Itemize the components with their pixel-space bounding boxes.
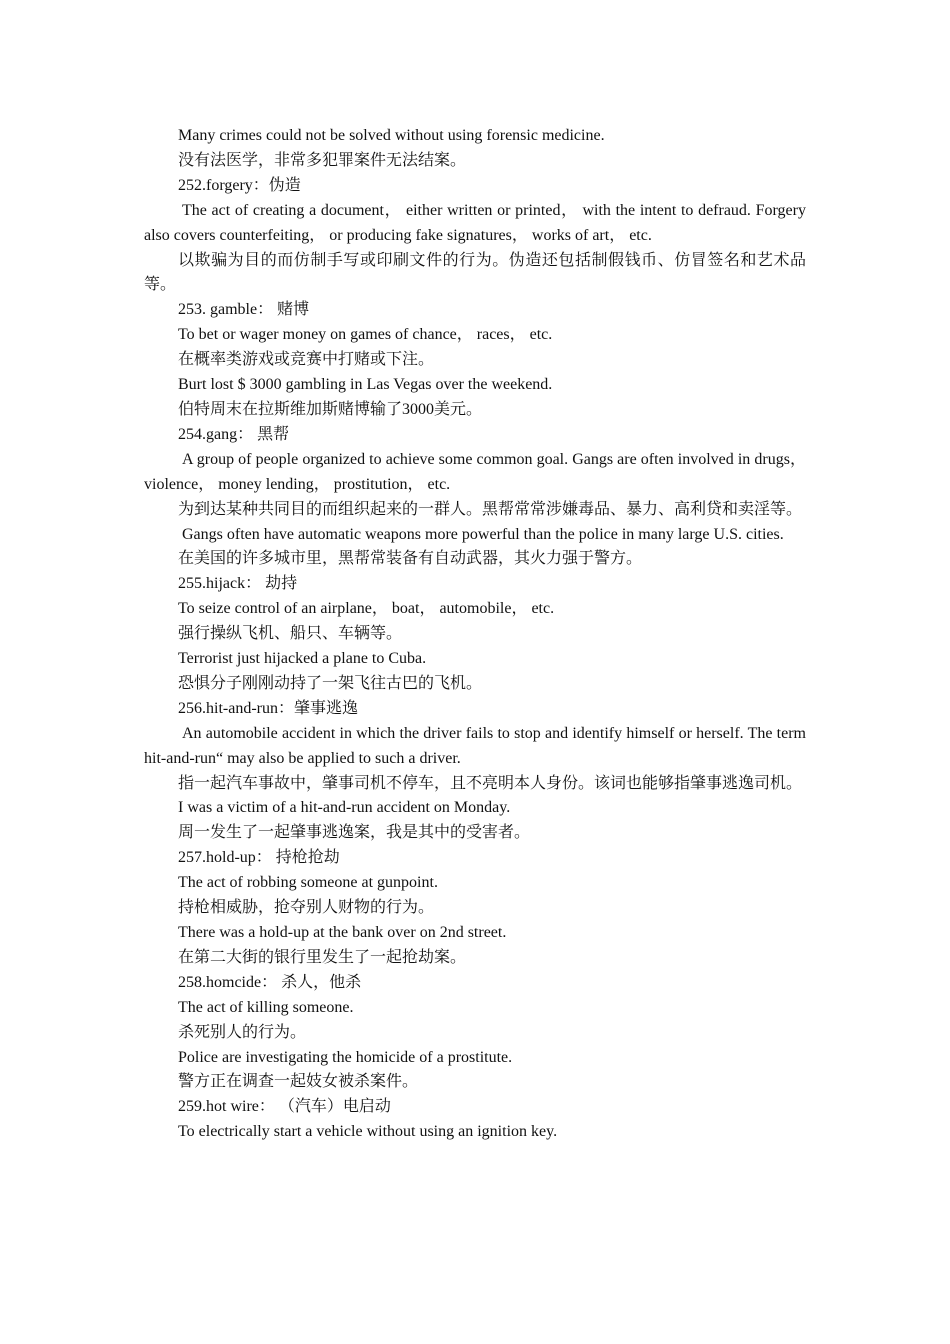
definition-text: The act of robbing someone at gunpoint. <box>178 874 438 892</box>
entry-heading-hot-wire: 259.hot wire： （汽车）电启动 <box>178 1098 391 1116</box>
definition-text: The act of killing someone. <box>178 998 354 1016</box>
entry-heading-hold-up: 257.hold-up： 持枪抢劫 <box>178 849 340 867</box>
example-sentence: Police are investigating the homicide of a prostitute. <box>178 1048 513 1066</box>
definition-text: To electrically start a vehicle without using an ignition key. <box>178 1123 558 1141</box>
entry-heading-forgery: 252.forgery：伪造 <box>178 176 301 194</box>
example-sentence: Gangs often have automatic weapons more powerful than the police in many large U.S. cities. <box>182 525 784 543</box>
definition-translation: 在概率类游戏或竞赛中打赌或下注。 <box>178 351 435 369</box>
example-sentence: There was a hold-up at the bank over on 2nd street. <box>178 924 507 941</box>
example-translation: 在第二大街的银行里发生了一起抢劫案。 <box>178 948 467 966</box>
entry-heading-hit-and-run: 256.hit-and-run：肇事逃逸 <box>178 699 358 717</box>
definition-text: A group of people organized to achieve some common goal. Gangs are often involved in drugs， violence， money lending， prostitution， etc. <box>144 450 806 493</box>
document-body <box>144 124 806 1145</box>
entry-heading-gang: 254.gang： 黑帮 <box>178 425 290 443</box>
definition-translation: 强行操纵飞机、船只、车辆等。 <box>178 625 403 643</box>
entry-heading-gamble: 253. gamble： 赌博 <box>178 301 310 319</box>
example-sentence: Many crimes could not be solved without using forensic medicine. <box>178 127 605 144</box>
entry-heading-homicide: 258.homcide： 杀人，他杀 <box>178 973 362 991</box>
definition-text: The act of creating a document， either written or printed， with the intent to defraud. Forgery also covers counterfeiting， or producing fake signatures， works of art， etc. <box>144 201 806 244</box>
definition-translation: 指一起汽车事故中，肇事司机不停车，且不亮明本人身份。该词也能够指肇事逃逸司机。 <box>178 774 803 792</box>
example-translation: 恐惧分子刚刚动持了一架飞往古巴的飞机。 <box>178 674 483 692</box>
definition-translation: 为到达某种共同目的而组织起来的一群人。黑帮常常涉嫌毒品、暴力、高利贷和卖淫等。 <box>178 500 803 518</box>
definition-text: To bet or wager money on games of chance， races， etc. <box>178 326 553 344</box>
definition-translation: 杀死别人的行为。 <box>178 1023 307 1041</box>
example-translation: 在美国的许多城市里，黑帮常装备有自动武器，其火力强于警方。 <box>178 550 643 568</box>
definition-translation: 以欺骗为目的而仿制手写或印刷文件的行为。伪造还包括制假钱币、仿冒签名和艺术品等。 <box>144 251 806 294</box>
example-translation: 没有法医学，非常多犯罪案件无法结案。 <box>178 151 467 169</box>
definition-text: An automobile accident in which the driver fails to stop and identify himself or herself. The term hit-and-run“ may also be applied to such a driver. <box>144 724 806 767</box>
example-sentence: I was a victim of a hit-and-run accident on Monday. <box>178 799 511 817</box>
definition-text: To seize control of an airplane， boat， automobile， etc. <box>178 600 555 618</box>
entry-heading-hijack: 255.hijack： 劫持 <box>178 575 298 593</box>
example-sentence: Terrorist just hijacked a plane to Cuba. <box>178 650 427 668</box>
example-translation: 警方正在调查一起妓女被杀案件。 <box>178 1073 419 1091</box>
definition-translation: 持枪相威胁，抢夺别人财物的行为。 <box>178 899 435 917</box>
example-translation: 周一发生了一起肇事逃逸案，我是其中的受害者。 <box>178 824 531 842</box>
example-translation: 伯特周末在拉斯维加斯赌博输了3000美元。 <box>178 400 483 418</box>
example-sentence: Burt lost $ 3000 gambling in Las Vegas over the weekend. <box>178 376 553 394</box>
